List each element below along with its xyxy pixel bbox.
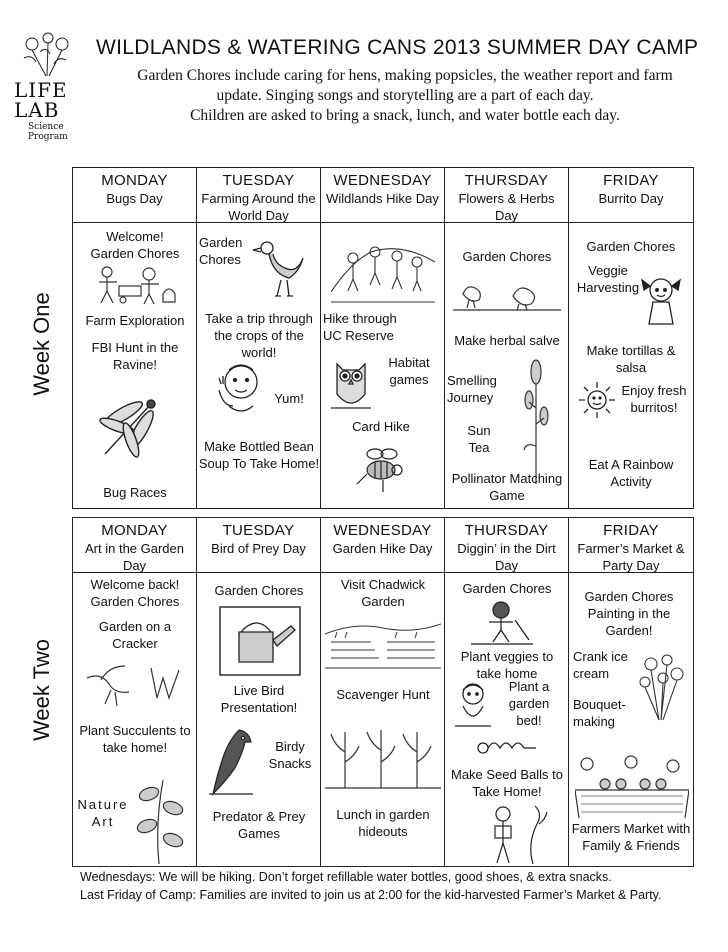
day-name: TUESDAY [222,172,295,189]
logo-text-lab: LAB [14,98,60,122]
intro-line: Children are asked to bring a snack, lunch, and water bottle each day. [190,107,620,124]
sun-icon [577,380,617,420]
activity: Veggie Harvesting [576,263,640,295]
day-name: WEDNESDAY [333,172,432,189]
logo-text-program: Program [28,132,68,142]
activity: Garden Chores [586,239,676,254]
activity: Bouquet-making [573,697,626,729]
watering-can-icon [219,606,301,676]
hawk-icon [205,724,257,796]
week-one-grid [72,167,694,509]
activity: Farm Exploration [85,313,185,328]
activity: Garden Chores Painting in the Garden! [584,589,674,638]
activity: Sun Tea [467,423,491,455]
page-title: WILDLANDS & WATERING CANS 2013 SUMMER DAY CAMP [96,36,699,59]
activity: Hike through UC Reserve [323,311,397,343]
rooster-icon [247,234,311,304]
week2-tuesday [197,518,321,866]
footer-note-wednesdays: Wednesdays: We will be hiking. Don’t forget refillable water bottles, good shoes, & extra snacks. [80,870,612,884]
owl-icon [329,356,373,414]
week1-monday [73,168,197,508]
activity: Lunch in garden hideouts [336,807,430,839]
activity: Card Hike [352,419,410,434]
day-name: FRIDAY [603,522,659,539]
activity: Enjoy fresh burritos! [621,383,687,415]
activity: Garden Chores [199,235,243,267]
child-eating-icon [213,360,265,424]
week2-wednesday [321,518,445,866]
day-name: THURSDAY [464,522,549,539]
activity: Scavenger Hunt [336,687,430,702]
leafy-plant-icon [129,774,191,864]
day-theme: Diggin’ in the Dirt Day [457,541,556,573]
child-with-sign-icon [481,804,553,866]
footer-note-last-friday: Last Friday of Camp: Families are invited to join us at 2:00 for the kid-harvested Farmer’s Market & Party. [80,888,662,902]
girl-icon [639,272,683,328]
day-theme: Art in the Garden Day [85,541,184,573]
day-name: MONDAY [101,172,168,189]
day-name: MONDAY [101,522,168,539]
vegetable-bouquet-icon [18,30,78,80]
day-theme: Flowers & Herbs Day [458,191,555,223]
day-name: WEDNESDAY [333,522,432,539]
day-theme: Burrito Day [598,191,664,206]
dragonfly-icon [95,396,165,460]
child-planting-icon [451,680,495,728]
activity: Garden on a Cracker [98,619,172,651]
day-theme: Farming Around the World Day [201,191,316,223]
day-name: FRIDAY [603,172,659,189]
hiking-kids-icon [331,232,435,304]
activity: Smelling Journey [447,373,497,405]
hummingbird-icon [81,658,189,710]
activity: Welcome! Garden Chores [90,229,180,261]
kids-gardening-icon [87,264,183,306]
activity: Welcome back! Garden Chores [90,577,180,609]
activity: Live Bird Presentation! [220,683,298,715]
activity: Plant Succulents to take home! [79,723,191,755]
activity: Take a trip through the crops of the world! [205,311,313,360]
chickens-icon [453,272,561,312]
corn-stalks-icon [325,722,441,790]
day-theme: Bugs Day [106,191,163,206]
activity: Visit Chadwick Garden [340,577,426,609]
bee-icon [347,440,419,498]
week-one-label: Week One [29,292,54,396]
day-theme: Garden Hike Day [332,541,433,556]
life-lab-logo [10,30,92,145]
activity: Eat A Rainbow Activity [588,457,674,489]
week1-wednesday [321,168,445,508]
lavender-sprig-icon [519,356,553,484]
activity: Plant veggies to take home [460,649,554,681]
activity: Habitat games [388,355,430,387]
garden-rows-icon [325,614,441,670]
activity: Garden Chores [462,249,552,264]
day-name: THURSDAY [464,172,549,189]
week-two-grid [72,517,694,867]
activity: Bug Races [103,485,167,500]
day-theme: Bird of Prey Day [211,541,306,556]
intro-line: Garden Chores include caring for hens, making popsicles, the weather report and farm [137,67,673,84]
activity: Garden Chores [462,581,552,596]
activity: Plant a garden bed! [508,679,550,728]
child-digging-icon [469,600,535,646]
intro-line: update. Singing songs and storytelling are a part of each day. [216,87,594,104]
week2-friday [569,518,693,866]
activity: Yum! [274,391,304,406]
week1-tuesday [197,168,321,508]
activity: Pollinator Matching Game [451,471,563,503]
activity: Nature Art [77,797,129,829]
intro-text [92,66,718,126]
activity: Birdy Snacks [268,739,312,771]
activity: Make herbal salve [454,333,560,348]
caterpillar-icon [475,736,539,758]
farmers-market-stand-icon [575,754,689,820]
week2-monday [73,518,197,866]
logo-text-life: LIFE [14,78,68,102]
activity: Make tortillas & salsa [586,343,676,375]
logo-text-science: Science [28,122,64,132]
week-two-label: Week Two [29,639,54,741]
flower-bouquet-icon [631,652,689,724]
activity: Make Bottled Bean Soup To Take Home! [198,439,320,471]
activity: Garden Chores [214,583,304,598]
week2-thursday [445,518,569,866]
activity: Farmers Market with Family & Friends [571,821,691,853]
day-name: TUESDAY [222,522,295,539]
activity: Make Seed Balls to Take Home! [450,767,563,799]
activity: FBI Hunt in the Ravine! [91,340,179,372]
week1-friday [569,168,693,508]
day-theme: Farmer’s Market & Party Day [577,541,685,573]
activity: Predator & Prey Games [212,809,306,841]
activity: Crank ice cream [573,649,628,681]
week1-thursday [445,168,569,508]
day-theme: Wildlands Hike Day [326,191,439,206]
